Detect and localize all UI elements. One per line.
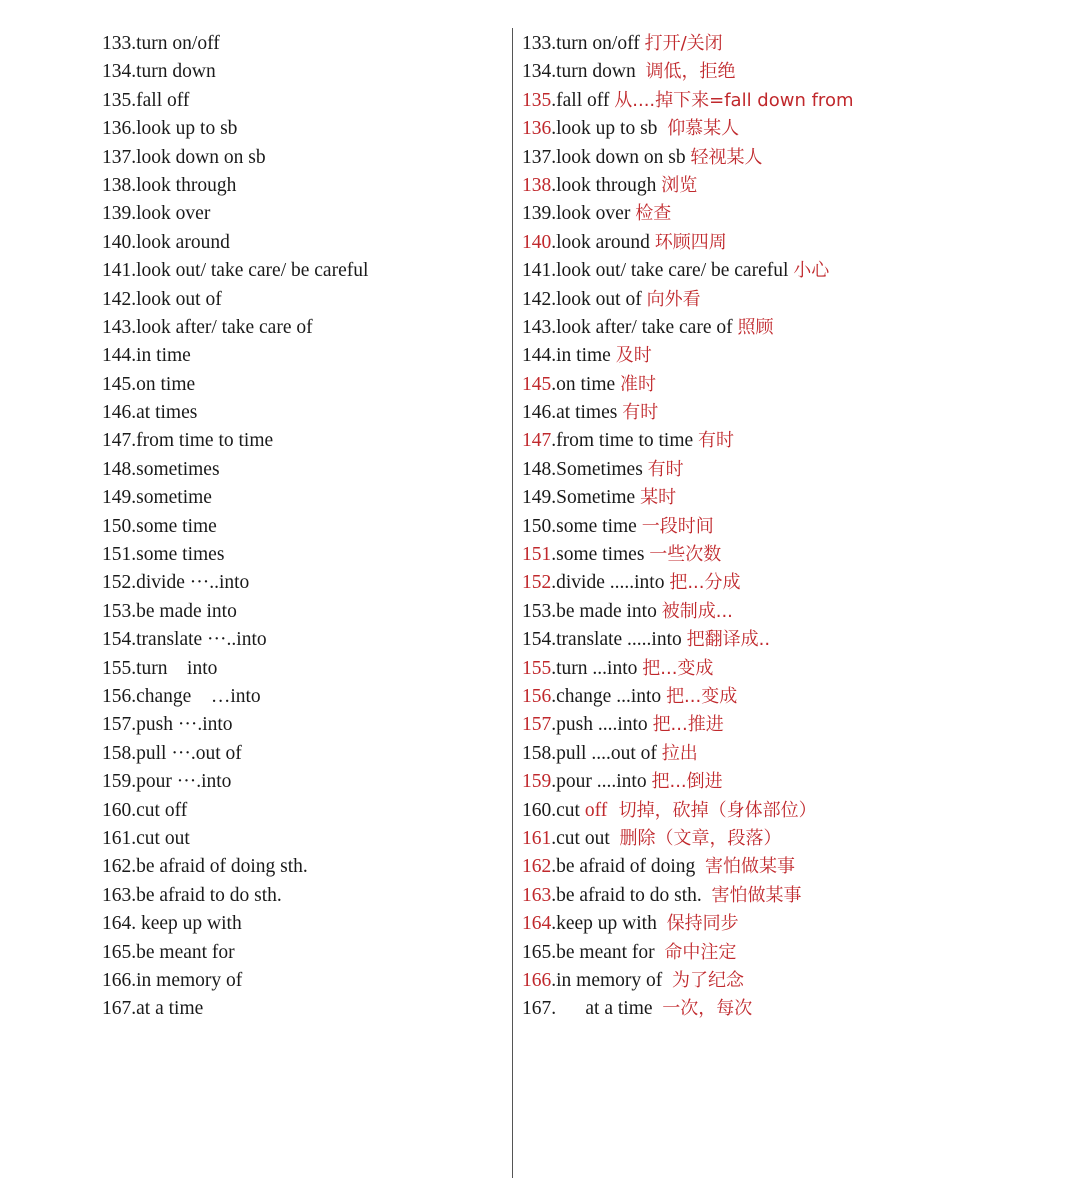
item-dot: . [551,657,557,679]
chinese-translation: 把翻译成.. [686,629,771,651]
item-number: 152 [522,572,552,594]
phrase-item: 167.at a time [102,998,204,1020]
item-number: 141 [522,260,552,282]
phrase-item: 139.look over [102,203,211,225]
phrase-translation-item [522,797,1062,825]
item-dot: . [551,288,557,310]
item-number: 150 [522,515,552,537]
phrase-translation-item [522,825,1062,853]
english-phrase: be made into [556,600,662,622]
phrase-translation-item [522,683,1062,711]
phrase-item: 146.at times [102,402,198,424]
item-number: 154 [522,629,552,651]
chinese-translation: 照顾 [737,316,774,338]
phrase-translation-item [522,626,1062,654]
phrase-item: 157.push ···.into [102,714,233,736]
phrase-translation-item [522,882,1062,910]
phrase-translation-item [522,541,1062,569]
phrase-item: 165.be meant for [102,941,235,963]
item-number: 144 [522,345,552,367]
english-phrase: be afraid of doing [556,856,706,878]
item-dot: . [551,884,557,906]
item-dot: . [551,827,557,849]
english-phrase: push ....into [556,714,653,736]
phrase-item: 149.sometime [102,487,212,509]
item-dot: . [551,572,557,594]
item-number: 142 [522,288,552,310]
phrase-translation-item [522,910,1062,938]
item-dot: . [551,515,557,537]
phrase-item: 156.change …into [102,685,261,707]
phrase-translation-item [522,967,1062,995]
item-dot: . [551,61,557,83]
english-phrase: change ...into [556,685,667,707]
item-dot: . [551,174,557,196]
chinese-translation: 检查 [635,203,672,225]
item-dot: . [551,231,557,253]
chinese-translation: 打开/关闭 [644,33,723,54]
item-number: 166 [522,969,552,991]
phrase-item: 150.some time [102,515,217,537]
item-dot: . [551,316,557,338]
item-number: 149 [522,487,552,509]
english-phrase: pour ....into [556,771,652,793]
english-phrase: cut out [556,827,620,849]
item-number: 146 [522,402,552,424]
english-phrase: be afraid to do sth. [556,884,712,906]
english-phrase: at a time [556,998,663,1020]
phrase-translation-item [522,513,1062,541]
item-number: 143 [522,316,552,338]
chinese-translation: 把...分成 [669,572,741,594]
item-dot: . [551,714,557,736]
item-number: 165 [522,941,552,963]
item-number: 162 [522,856,552,878]
english-phrase: at times [556,402,623,424]
item-number: 157 [522,714,552,736]
item-number: 151 [522,544,552,566]
chinese-translation: 切掉，砍掉（身体部位） [607,799,817,821]
item-number: 159 [522,771,552,793]
item-dot: . [551,544,557,566]
english-phrase: divide .....into [556,572,670,594]
item-number: 160 [522,799,552,821]
phrase-translation-item [522,200,1062,228]
phrase-translation-item [522,257,1062,285]
english-phrase: translate .....into [556,629,687,651]
english-phrase: look over [556,203,636,225]
chinese-translation: 仰慕某人 [667,118,740,140]
english-phrase: pull ....out of [556,742,662,764]
chinese-translation: 环顾四周 [654,231,727,253]
phrase-translation-item [522,768,1062,796]
english-phrase: turn on/off [556,33,645,54]
phrase-item: 134.turn down [102,61,216,83]
item-number: 134 [522,61,552,83]
english-phrase: some times [556,544,650,566]
chinese-translation: 拉出 [661,742,698,764]
chinese-translation: 把...变成 [666,685,738,707]
chinese-translation: 一次，每次 [662,998,753,1020]
phrase-item: 137.look down on sb [102,146,266,168]
phrase-item: 151.some times [102,544,225,566]
phrase-item: 152.divide ···..into [102,572,250,594]
chinese-translation: 害怕做某事 [711,884,802,906]
item-dot: . [551,771,557,793]
phrase-item: 159.pour ···.into [102,771,232,793]
english-phrase: from time to time [556,430,699,452]
chinese-translation: 删除（文章，段落） [619,827,782,849]
item-number: 138 [522,174,552,196]
english-phrase: look around [556,231,655,253]
phrase-item: 163.be afraid to do sth. [102,884,282,906]
item-number: 139 [522,203,552,225]
item-dot: . [551,742,557,764]
item-number: 156 [522,685,552,707]
chinese-translation: 轻视某人 [690,146,763,168]
english-phrase: in time [556,345,616,367]
english-phrase: be meant for [556,941,665,963]
phrase-translation-item [522,30,1062,58]
phrase-translation-item [522,58,1062,86]
item-number: 153 [522,600,552,622]
item-dot: . [551,373,557,395]
item-dot: . [551,89,557,111]
chinese-translation: 有时 [622,402,659,424]
item-dot: . [551,203,557,225]
phrase-item: 144.in time [102,345,191,367]
phrase-translation-item [522,569,1062,597]
phrase-item: 138.look through [102,174,237,196]
item-number: 158 [522,742,552,764]
phrase-translation-item [522,456,1062,484]
chinese-translation: 准时 [620,373,657,395]
item-dot: . [551,146,557,168]
english-phrase: look out of [556,288,647,310]
item-number: 161 [522,827,552,849]
right-column [522,30,1062,1024]
item-number: 167 [522,998,552,1020]
item-number: 145 [522,373,552,395]
phrase-translation-item [522,853,1062,881]
item-dot: . [551,969,557,991]
item-dot: . [551,345,557,367]
phrase-item: 147.from time to time [102,430,274,452]
chinese-translation: 一段时间 [641,515,714,537]
phrase-translation-item [522,87,1062,115]
phrase-translation-item [522,172,1062,200]
phrase-translation-item [522,342,1062,370]
item-dot: . [551,487,557,509]
phrase-item: 133.turn on/off [102,33,220,54]
item-dot: . [551,856,557,878]
phrase-translation-item [522,314,1062,342]
english-phrase: look after/ take care of [556,316,738,338]
item-dot: . [551,118,557,140]
phrase-item: 148.sometimes [102,458,220,480]
item-dot: . [551,430,557,452]
phrase-translation-item [522,484,1062,512]
phrase-item: 140.look around [102,231,230,253]
phrase-translation-item [522,399,1062,427]
english-phrase: turn down [556,61,646,83]
chinese-translation: 向外看 [646,288,701,310]
left-column [102,30,502,1024]
chinese-translation: 害怕做某事 [705,856,796,878]
item-number: 147 [522,430,552,452]
english-phrase: cut [556,799,585,821]
phrase-item: 136.look up to sb [102,118,238,140]
phrase-item: 162.be afraid of doing sth. [102,856,308,878]
phrase-item: 164. keep up with [102,913,242,935]
phrase-item: 145.on time [102,373,196,395]
item-dot: . [551,629,557,651]
phrase-item: 154.translate ···..into [102,629,267,651]
phrase-translation-item [522,598,1062,626]
item-number: 136 [522,118,552,140]
phrase-translation-item [522,115,1062,143]
item-dot: . [551,33,557,54]
item-dot: . [551,402,557,424]
column-divider [512,28,513,1178]
english-phrase: fall off [556,89,615,111]
phrase-item: 155.turn into [102,657,218,679]
english-phrase: look through [556,174,662,196]
chinese-translation: 浏览 [661,174,698,196]
item-dot: . [551,998,557,1020]
item-number: 140 [522,231,552,253]
chinese-translation: 命中注定 [664,941,737,963]
chinese-translation: 从....掉下来=fall down from [614,89,854,111]
phrase-translation-item [522,655,1062,683]
english-phrase-highlight: off [584,799,608,821]
phrase-translation-item [522,939,1062,967]
chinese-translation: 及时 [615,345,652,367]
phrase-item: 160.cut off [102,799,188,821]
phrase-item: 161.cut out [102,827,190,849]
chinese-translation: 把...推进 [652,714,724,736]
chinese-translation: 把...倒进 [651,771,723,793]
chinese-translation: 调低，拒绝 [645,61,736,83]
item-number: 135 [522,89,552,111]
chinese-translation: 被制成... [661,600,733,622]
item-dot: . [551,260,557,282]
english-phrase: look out/ take care/ be careful [556,260,794,282]
english-phrase: keep up with [556,913,667,935]
chinese-translation: 为了纪念 [672,969,745,991]
phrase-translation-item [522,229,1062,257]
chinese-translation: 保持同步 [666,913,739,935]
phrase-translation-item [522,427,1062,455]
chinese-translation: 有时 [698,430,735,452]
phrase-item: 166.in memory of [102,969,243,991]
item-number: 163 [522,884,552,906]
item-number: 133 [522,33,552,54]
phrase-translation-item [522,286,1062,314]
chinese-translation: 一些次数 [649,544,722,566]
item-number: 164 [522,913,552,935]
phrase-item: 141.look out/ take care/ be careful [102,260,369,282]
english-phrase: Sometimes [556,458,648,480]
item-number: 155 [522,657,552,679]
phrase-translation-item [522,711,1062,739]
chinese-translation: 有时 [647,458,684,480]
english-phrase: in memory of [556,969,673,991]
chinese-translation: 小心 [793,260,830,282]
item-dot: . [551,600,557,622]
item-number: 148 [522,458,552,480]
phrase-translation-item [522,371,1062,399]
chinese-translation: 把...变成 [642,657,714,679]
english-phrase: some time [556,515,642,537]
english-phrase: look down on sb [556,146,691,168]
phrase-item: 153.be made into [102,600,237,622]
phrase-item: 135.fall off [102,89,190,111]
english-phrase: Sometime [556,487,641,509]
item-dot: . [551,913,557,935]
item-dot: . [551,799,557,821]
english-phrase: on time [556,373,621,395]
item-number: 137 [522,146,552,168]
chinese-translation: 某时 [640,487,677,509]
item-dot: . [551,941,557,963]
phrase-translation-item [522,144,1062,172]
phrase-item: 143.look after/ take care of [102,316,313,338]
item-dot: . [551,458,557,480]
english-phrase: look up to sb [556,118,668,140]
phrase-translation-item [522,740,1062,768]
phrase-item: 158.pull ···.out of [102,742,242,764]
phrase-translation-item [522,995,1062,1023]
english-phrase: turn ...into [556,657,643,679]
phrase-item: 142.look out of [102,288,222,310]
item-dot: . [551,685,557,707]
